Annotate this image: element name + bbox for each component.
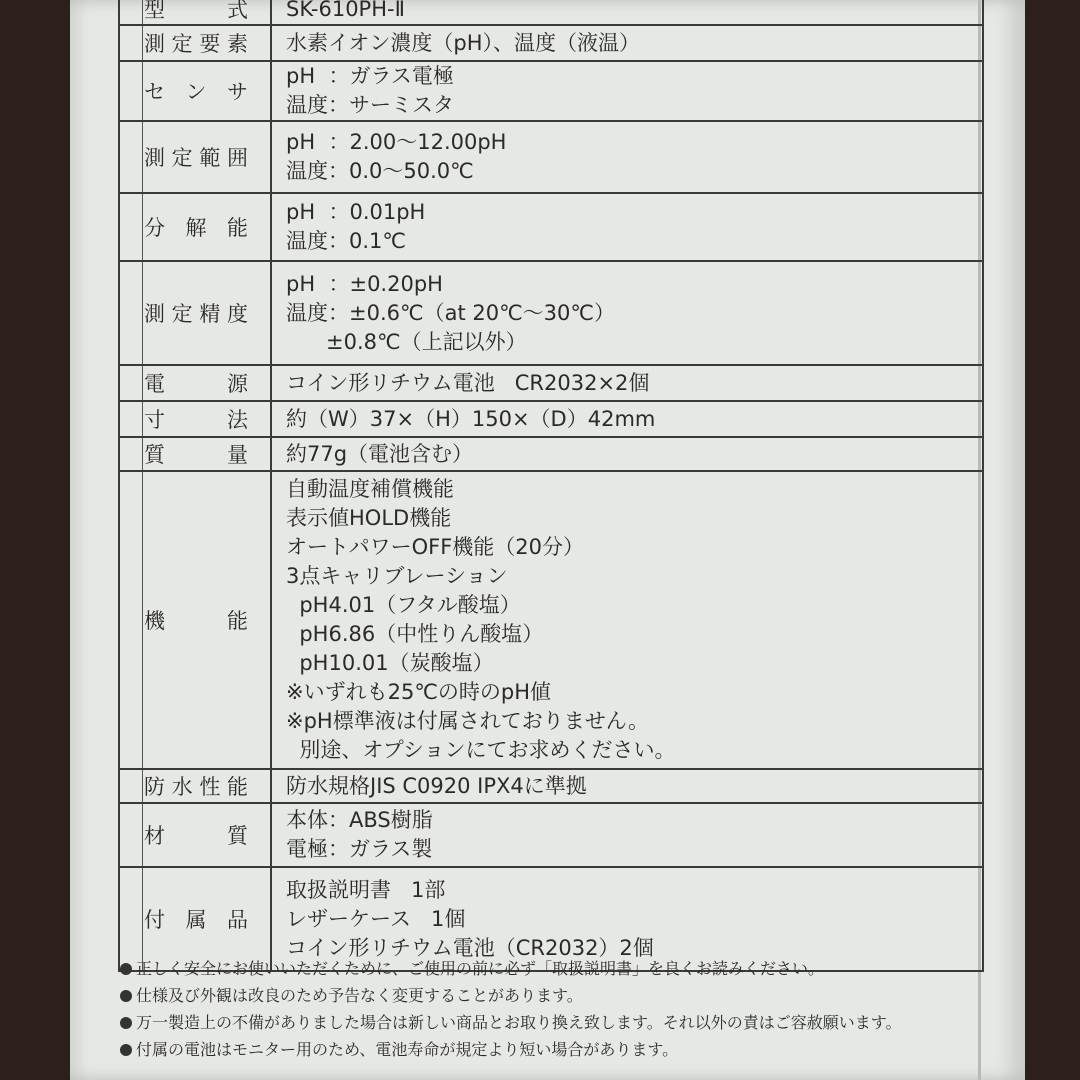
spec-label: 質量 [144,443,248,467]
spec-value-cell [271,193,983,261]
spec-row [119,803,983,867]
spec-value-line: 約77g（電池含む） [286,441,474,466]
spec-value-line: pH ：ガラス電極 [286,64,454,88]
note-item [120,1009,1000,1036]
spec-label: 寸法 [144,408,248,432]
spec-label-cell [119,0,271,25]
bullet-icon [120,990,132,1002]
spec-label-cell [119,25,271,61]
spec-label: 防水性能 [144,775,248,799]
spec-value-line: コイン形リチウム電池 CR2032×2個 [286,370,650,395]
spec-value-cell [271,261,983,365]
spec-row [119,193,983,261]
spec-value-line: 取扱説明書 1部 [286,877,446,902]
note-item [120,955,1000,982]
spec-value-line: pH10.01（炭酸塩） [286,651,494,675]
spec-value-line: 表示値HOLD機能 [286,506,452,530]
spec-label: 測定範囲 [144,146,248,170]
spec-value-line: pH4.01（フタル酸塩） [286,593,521,617]
spec-row [119,61,983,121]
spec-label: センサ [144,80,248,104]
spec-value-line: 温度：±0.6℃（at 20℃～30℃） [286,300,615,325]
spec-label-cell [119,365,271,401]
spec-label: 分解能 [144,216,248,240]
spec-value-line: 別途、オプションにてお求めください。 [286,738,676,762]
spec-value-line: 本体：ABS樹脂 [286,808,433,832]
spec-label-cell [119,121,271,193]
spec-label-cell [119,401,271,437]
spec-value-cell [271,365,983,401]
spec-row [119,121,983,193]
notes [120,955,1000,1063]
spec-table [118,0,984,972]
spec-value-cell [271,401,983,437]
spec-row [119,769,983,803]
spec-value-line: 温度：0.1℃ [286,229,406,253]
spec-label-cell [119,437,271,471]
spec-row [119,365,983,401]
spec-value-line: コイン形リチウム電池（CR2032）2個 [286,935,654,960]
spec-value-line: pH ：0.01pH [286,200,426,224]
spec-value-cell [271,121,983,193]
spec-row [119,471,983,769]
spec-row [119,0,983,25]
spec-value-cell [271,437,983,471]
spec-row [119,437,983,471]
spec-label: 材質 [144,824,248,848]
spec-value-cell [271,61,983,121]
spec-row [119,401,983,437]
spec-value-line: pH ：±0.20pH [286,271,443,296]
spec-value-line: 3点キャリブレーション [286,564,508,588]
spec-value-line: ※いずれも25℃の時のpH値 [286,680,552,704]
bullet-icon [120,1017,132,1029]
bullet-icon [120,1044,132,1056]
spec-label-cell [119,61,271,121]
spec-value-cell [271,803,983,867]
spec-value-line: 温度：サーミスタ [286,93,454,117]
spec-value-cell [271,25,983,61]
bullet-icon [120,963,132,975]
note-text: 仕様及び外観は改良のため予告なく変更することがあります。 [136,986,583,1005]
spec-value-cell [271,471,983,769]
spec-value-line: 水素イオン濃度（pH）、温度（液温） [286,30,640,55]
spec-table-body [119,0,983,971]
spec-label-cell [119,803,271,867]
spec-label: 機能 [144,609,248,633]
spec-value-line: SK-610PH-Ⅱ [286,0,405,21]
spec-value-line: レザーケース 1個 [286,906,466,931]
note-item [120,1036,1000,1063]
spec-row [119,25,983,61]
spec-value-line: 防水規格JIS C0920 IPX4に準拠 [286,773,587,798]
spec-value-cell [271,0,983,25]
spec-label-cell [119,193,271,261]
spec-label: 型式 [144,0,248,22]
note-text: 付属の電池はモニター用のため、電池寿命が規定より短い場合があります。 [136,1040,679,1059]
spec-label: 電源 [144,372,248,396]
spec-value-cell [271,769,983,803]
spec-value-line: オートパワーOFF機能（20分） [286,535,584,559]
spec-value-line: ※pH標準液は付属されておりません。 [286,709,649,733]
spec-label-cell [119,769,271,803]
note-text: 正しく安全にお使いいただくために、ご使用の前に必ず「取扱説明書」を良くお読みください。 [136,959,825,978]
spec-label-cell [119,261,271,365]
spec-value-line: ±0.8℃（上記以外） [286,329,527,354]
spec-row [119,261,983,365]
note-text: 万一製造上の不備がありました場合は新しい商品とお取り換え致します。それ以外の責はご容赦願います。 [136,1013,902,1032]
spec-value-line: pH ：2.00～12.00pH [286,130,507,154]
spec-value-line: 温度：0.0～50.0℃ [286,159,474,183]
spec-label-cell [119,471,271,769]
spec-label: 測定精度 [144,302,248,326]
spec-label: 測定要素 [144,32,248,56]
spec-value-line: 約（W）37×（H）150×（D）42mm [286,406,656,431]
spec-value-line: pH6.86（中性りん酸塩） [286,622,544,646]
spec-value-line: 自動温度補償機能 [286,477,454,501]
spec-value-line: 電極：ガラス製 [286,837,433,861]
note-item [120,982,1000,1009]
spec-label: 付属品 [144,908,248,932]
